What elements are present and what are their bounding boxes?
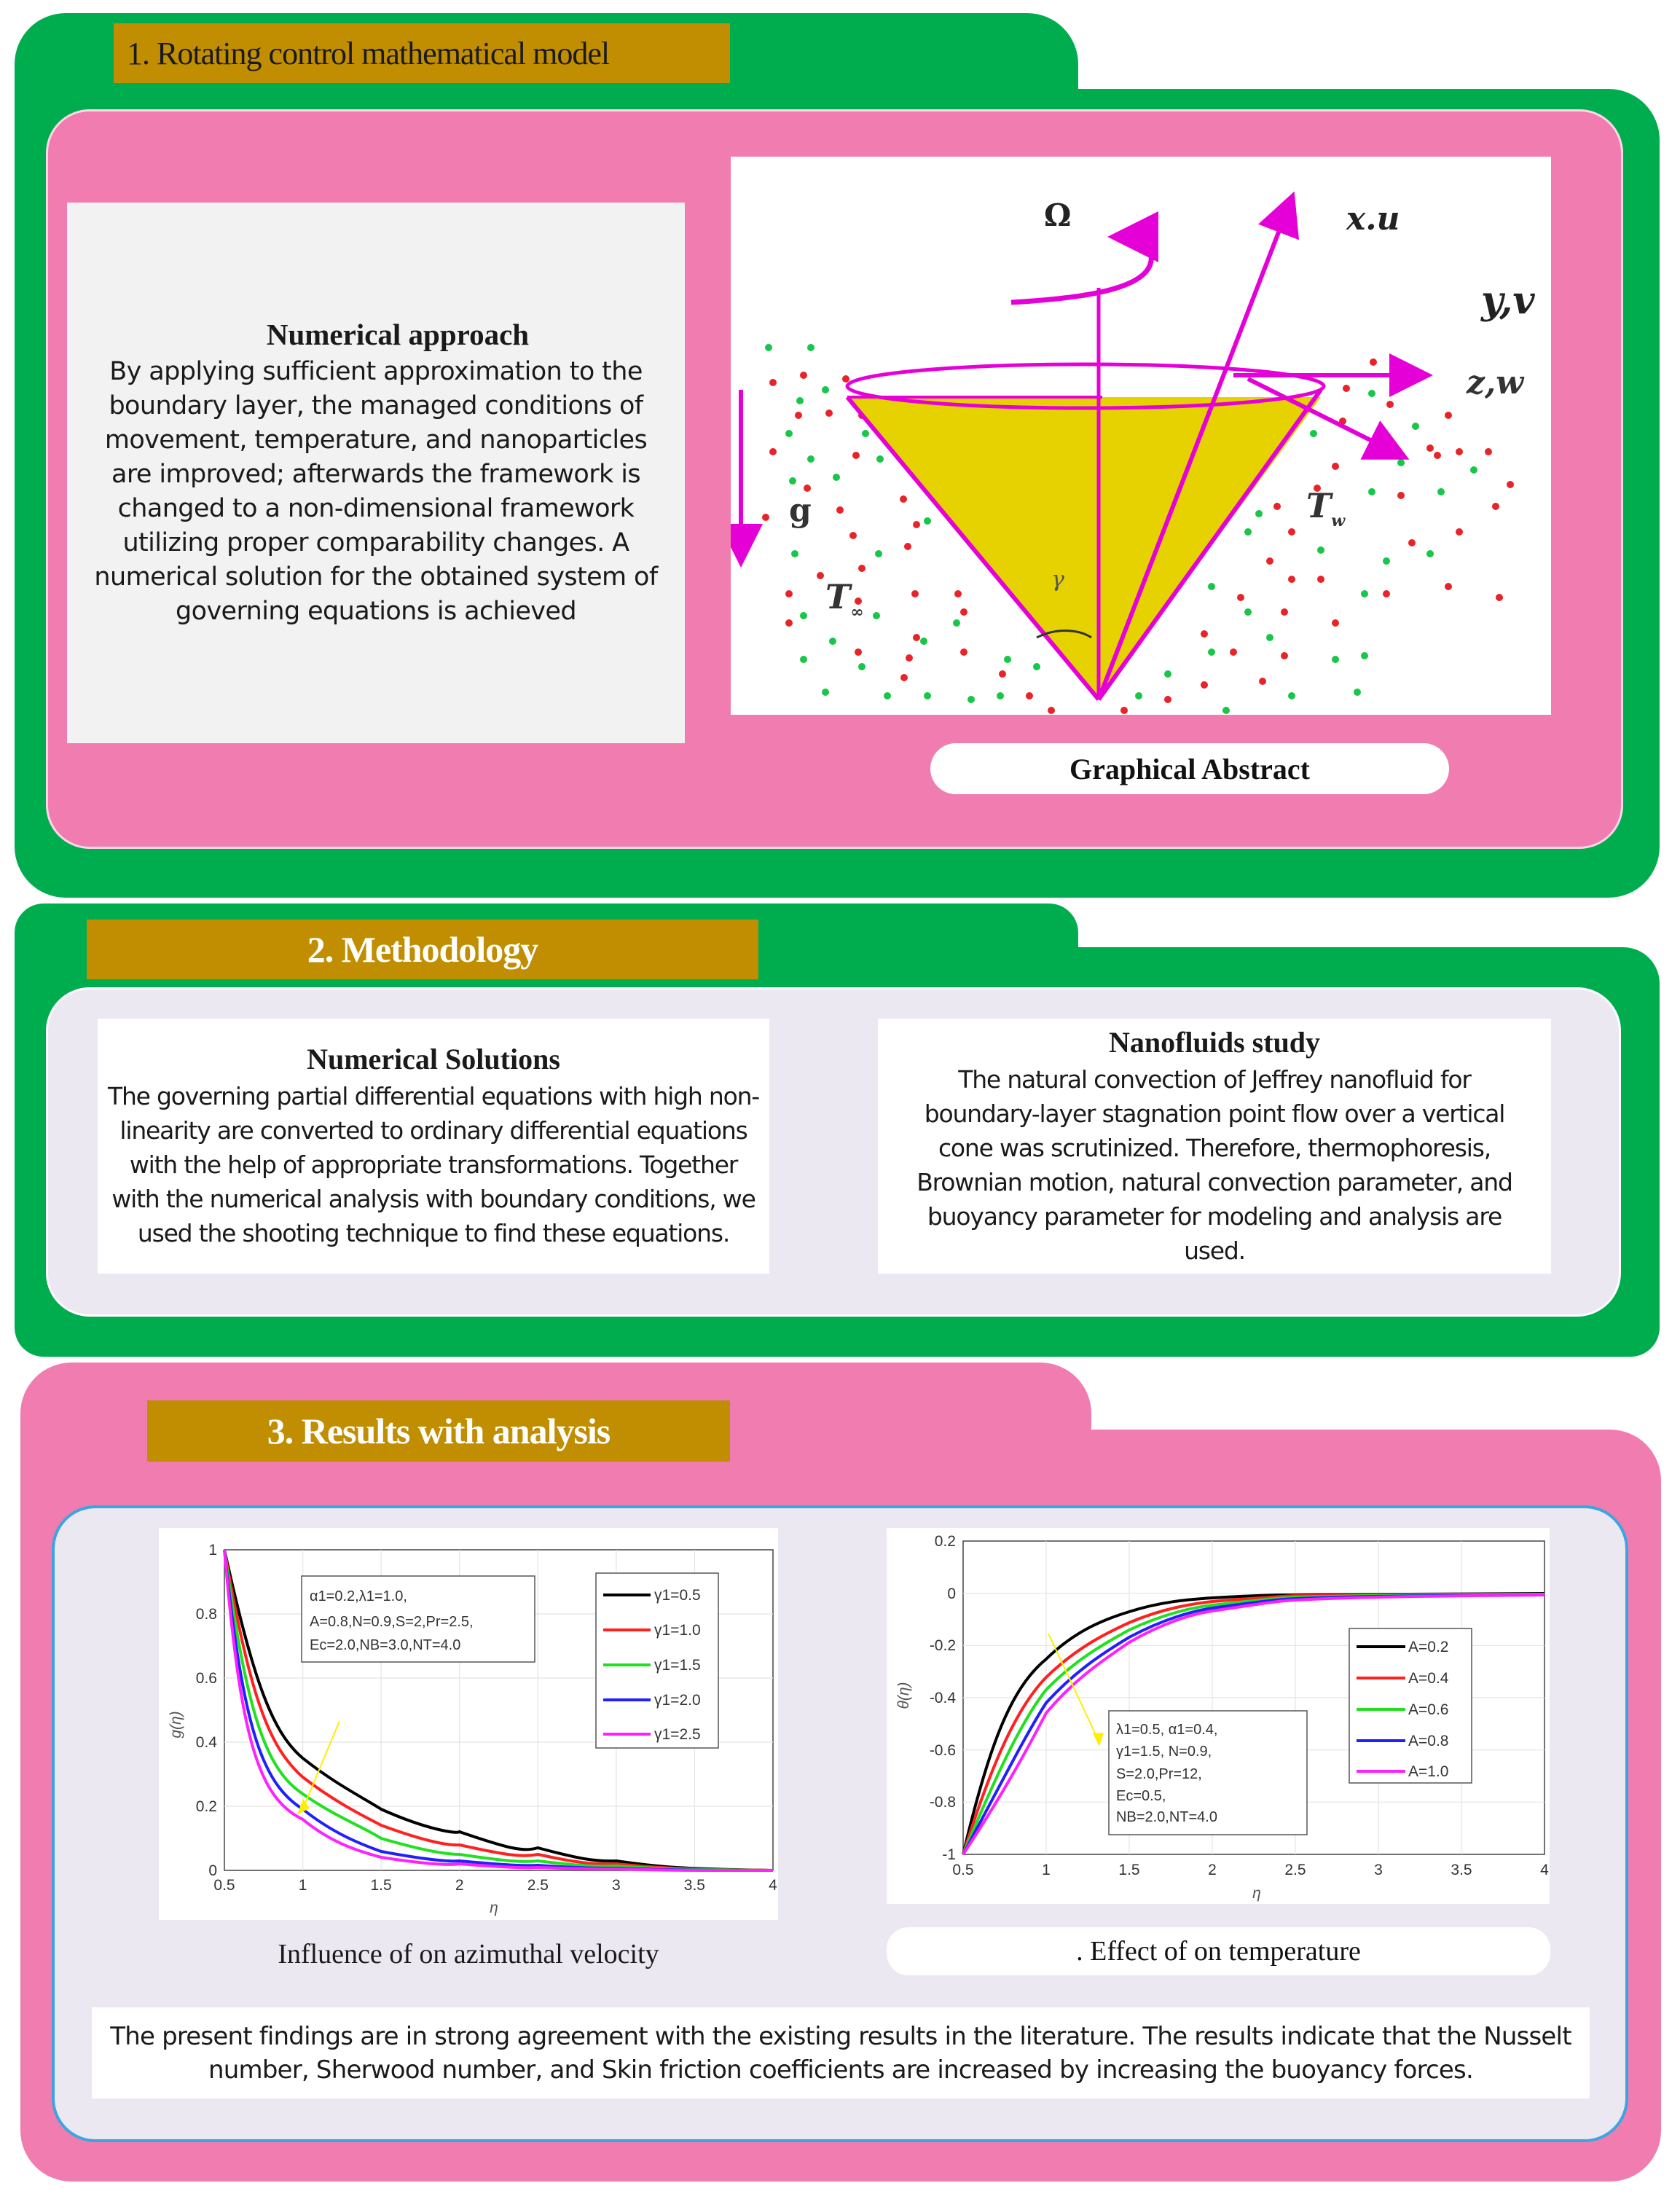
numerical-solutions-heading: Numerical Solutions: [307, 1043, 560, 1075]
svg-text:0: 0: [208, 1862, 217, 1879]
svg-text:S=2.0,Pr=12,: S=2.0,Pr=12,: [1116, 1766, 1202, 1782]
svg-text:λ1=0.5, α1=0.4,: λ1=0.5, α1=0.4,: [1116, 1722, 1218, 1738]
svg-text:0.5: 0.5: [213, 1877, 235, 1894]
svg-text:4: 4: [1540, 1862, 1549, 1878]
svg-text:0.6: 0.6: [195, 1670, 217, 1687]
svg-text:-0.6: -0.6: [929, 1742, 956, 1759]
svg-text:η: η: [1252, 1885, 1261, 1902]
svg-text:0.8: 0.8: [195, 1606, 217, 1623]
svg-text:0.2: 0.2: [934, 1533, 956, 1550]
svg-text:γ1=1.5, N=0.9,: γ1=1.5, N=0.9,: [1116, 1744, 1212, 1760]
svg-text:-1: -1: [942, 1846, 956, 1863]
svg-text:-0.4: -0.4: [929, 1690, 956, 1706]
svg-text:η: η: [490, 1900, 498, 1916]
t-infinity-label: $T_\infty$: [825, 577, 864, 622]
numerical-approach-body: By applying sufficient approximation to the boundary layer, the managed conditions of movement, temperature, and nanoparticles are improved; afterwards the framework is changed to a non-dimensional framework utilizing proper comparability changes. A numerical solution for the obtained system of governing equations is achieved: [94, 357, 658, 626]
numerical-approach-heading: Numerical approach: [266, 318, 530, 351]
numerical-approach-card: [67, 203, 685, 743]
graphical-abstract-label: Graphical Abstract: [1069, 752, 1310, 785]
svg-text:γ1=1.0: γ1=1.0: [654, 1622, 701, 1639]
section-1-title-text: 1. Rotating control mathematical model: [127, 35, 610, 71]
svg-text:3.5: 3.5: [683, 1877, 706, 1894]
gravity-label: g: [789, 492, 812, 529]
svg-text:3: 3: [1374, 1862, 1383, 1878]
svg-text:2: 2: [1208, 1862, 1217, 1878]
svg-text:4: 4: [769, 1877, 777, 1894]
svg-text:0.2: 0.2: [195, 1798, 217, 1815]
svg-text:3: 3: [612, 1877, 621, 1894]
svg-text:Ec=2.0,NB=3.0,NT=4.0: Ec=2.0,NB=3.0,NT=4.0: [310, 1637, 461, 1653]
cone-diagram: [731, 157, 1551, 715]
temperature-chart: [887, 1528, 1550, 1904]
section-2-title-text: 2. Methodology: [307, 929, 538, 970]
x-axis-label: x.u: [1346, 200, 1400, 238]
svg-text:3.5: 3.5: [1451, 1862, 1472, 1878]
svg-text:γ1=1.5: γ1=1.5: [654, 1657, 701, 1674]
svg-text:2: 2: [455, 1877, 464, 1894]
azimuthal-velocity-chart: [159, 1528, 778, 1920]
y-tick-labels: [930, 1533, 957, 1863]
svg-text:A=1.0: A=1.0: [1408, 1763, 1449, 1780]
svg-text:θ(η): θ(η): [895, 1682, 912, 1709]
results-summary-card: [92, 2007, 1590, 2098]
azimuthal-velocity-plot: [159, 1528, 778, 1920]
svg-text:1: 1: [298, 1877, 307, 1894]
svg-text:1.5: 1.5: [370, 1877, 392, 1894]
svg-text:A=0.4: A=0.4: [1408, 1670, 1449, 1687]
section-2-title: [87, 920, 758, 979]
numerical-solutions-card: [98, 1019, 769, 1274]
svg-text:0: 0: [947, 1585, 956, 1602]
x-tick-labels: [952, 1862, 1549, 1878]
legend: [1349, 1628, 1472, 1783]
svg-text:1: 1: [1042, 1862, 1051, 1878]
parameter-annotation: [1109, 1711, 1307, 1835]
svg-text:2.5: 2.5: [1284, 1862, 1306, 1878]
section-3-title-text: 3. Results with analysis: [267, 1411, 611, 1451]
nanofluids-study-card: [878, 1019, 1551, 1274]
parameter-annotation: [302, 1576, 535, 1662]
svg-text:0.5: 0.5: [952, 1862, 974, 1878]
y-tick-labels: [196, 1542, 218, 1879]
svg-text:α1=0.2,λ1=1.0,: α1=0.2,λ1=1.0,: [310, 1588, 407, 1604]
svg-text:A=0.8,N=0.9,S=2,Pr=2.5,: A=0.8,N=0.9,S=2,Pr=2.5,: [310, 1614, 474, 1630]
cone-body: [847, 397, 1321, 699]
y-axis-label: y,v: [1481, 278, 1535, 323]
section-1-title: [114, 23, 730, 83]
cone-angle-label: γ: [1051, 567, 1064, 592]
x-tick-labels: [213, 1877, 777, 1894]
svg-text:γ1=0.5: γ1=0.5: [654, 1587, 701, 1604]
svg-text:A=0.2: A=0.2: [1408, 1639, 1449, 1655]
svg-text:g(η): g(η): [168, 1711, 184, 1739]
omega-label: Ω: [1044, 197, 1072, 233]
graphical-abstract-pill: [930, 743, 1449, 794]
t-wall-label: $T_w$: [1306, 486, 1346, 530]
legend: [596, 1573, 718, 1748]
z-axis-label: z,w: [1467, 364, 1524, 401]
temperature-plot: [887, 1528, 1550, 1904]
rotation-arrow-icon: [1011, 237, 1151, 302]
nanofluids-study-body: The natural convection of Jeffrey nanofluid for boundary-layer stagnation point flow over a vertical cone was scrutinized. Therefore, thermophoresis, Brownian motion, natural convection parameter, and buoyancy parameter for modeling and analysis are used.: [916, 1065, 1512, 1265]
svg-text:γ1=2.0: γ1=2.0: [654, 1692, 701, 1709]
svg-text:1.5: 1.5: [1118, 1862, 1140, 1878]
svg-text:A=0.8: A=0.8: [1408, 1733, 1449, 1749]
results-summary-text: The present findings are in strong agreement with the existing results in the literature. The results indicate that the Nusselt number, Sherwood number, and Skin friction coefficients are increased by increasing the buoyancy forces.: [110, 2021, 1571, 2085]
section-3-title: [147, 1400, 730, 1462]
svg-text:Ec=0.5,: Ec=0.5,: [1116, 1788, 1166, 1804]
numerical-solutions-body: The governing partial differential equations with high non-linearity are converted to ordinary differential equations with the help of appropriate transformations. Together with the numerical analysis with boundary conditions, we used the shooting technique to find these equations.: [107, 1082, 760, 1247]
nanofluids-study-heading: Nanofluids study: [1108, 1025, 1321, 1059]
svg-text:-0.8: -0.8: [929, 1794, 956, 1811]
temperature-chart-caption: . Effect of on temperature: [887, 1927, 1550, 1975]
svg-text:NB=2.0,NT=4.0: NB=2.0,NT=4.0: [1116, 1809, 1217, 1825]
rotating-cone-illustration: [731, 157, 1551, 715]
svg-text:γ1=2.5: γ1=2.5: [654, 1726, 701, 1743]
svg-text:2.5: 2.5: [527, 1877, 549, 1894]
svg-text:0.4: 0.4: [195, 1734, 217, 1751]
svg-text:-0.2: -0.2: [929, 1637, 956, 1654]
velocity-chart-caption: Influence of on azimuthal velocity: [278, 1939, 659, 1969]
svg-text:A=0.6: A=0.6: [1408, 1701, 1449, 1718]
svg-text:1: 1: [208, 1542, 217, 1559]
